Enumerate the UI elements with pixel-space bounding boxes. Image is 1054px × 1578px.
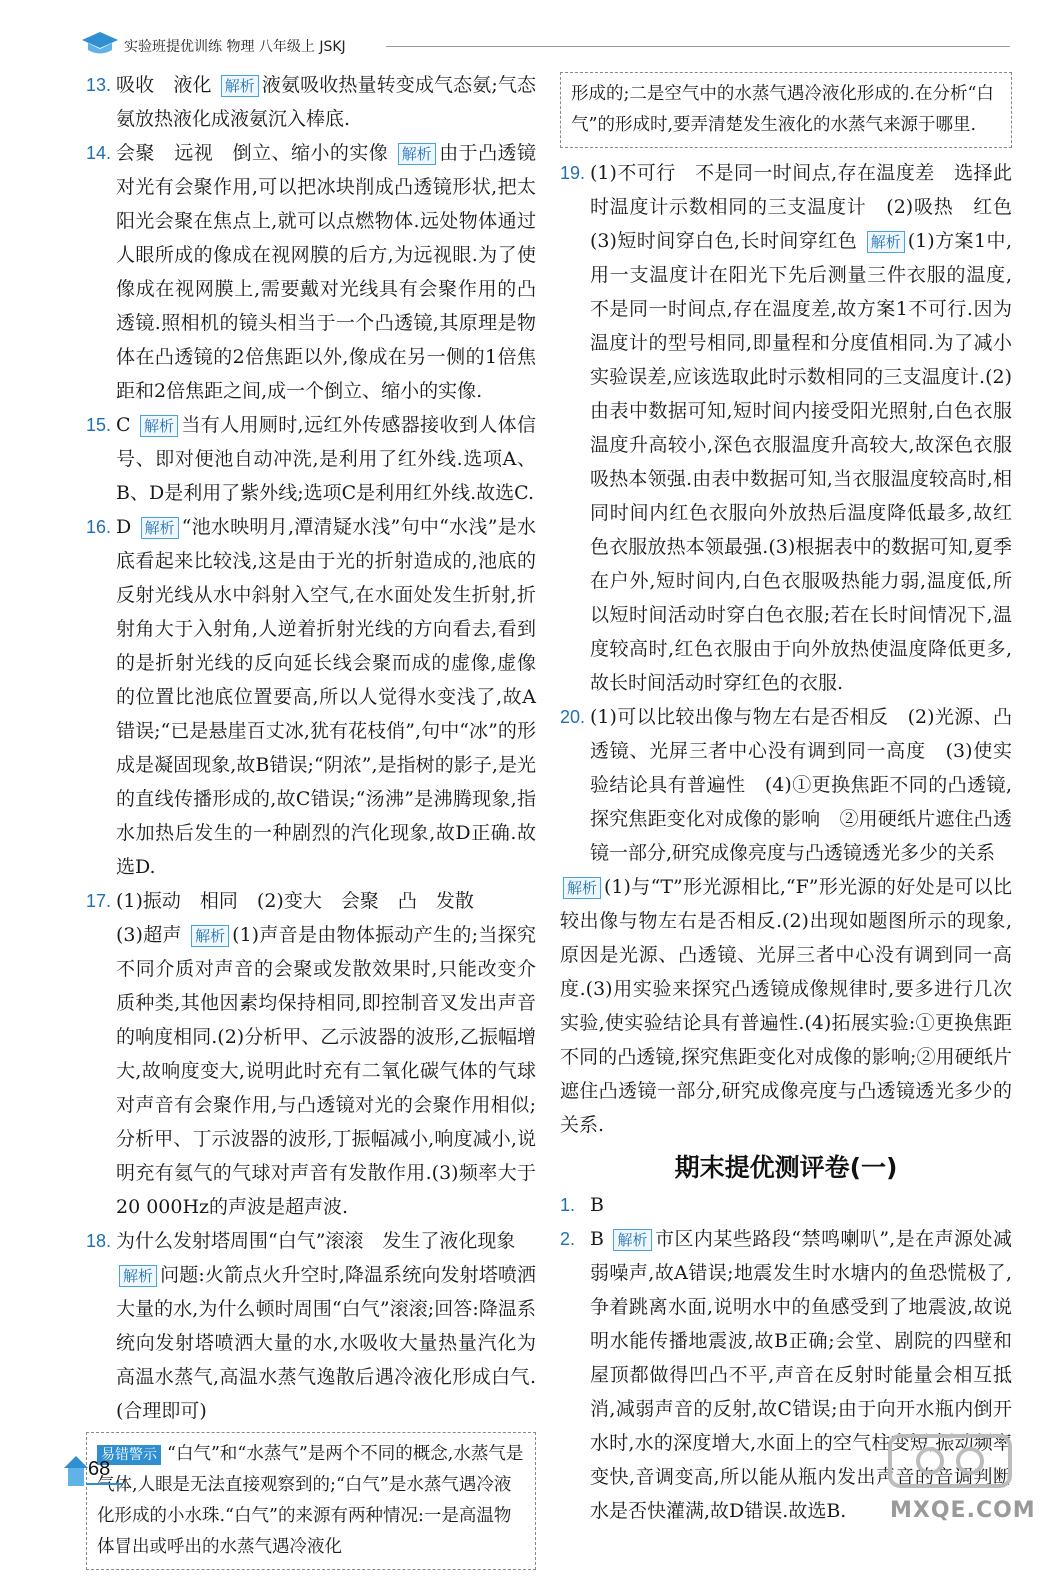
answer-15 <box>86 408 536 510</box>
answer-14 <box>86 136 536 408</box>
watermark-logo-icon <box>870 1420 1030 1500</box>
section-title: 期末提优测评卷(一) <box>674 1153 898 1182</box>
book-logo-icon <box>80 30 120 58</box>
analysis-tag: 解析 <box>563 877 601 899</box>
question-number: 14. <box>86 143 112 163</box>
question-number: 15. <box>86 415 112 435</box>
analysis-tag: 解析 <box>141 517 179 539</box>
question-number: 16. <box>86 517 112 537</box>
answer-text: (1)可以比较出像与物左右是否相反 (2)光源、凸透镜、光屏三者中心没有调到同一高度 (3)使实验结论具有普遍性 (4)①更换焦距不同的凸透镜,探究焦距变化对成像的影响 ②用硬纸片遮住凸透镜一部分,研究成像亮度与凸透镜透光多少的关系 <box>590 706 1012 864</box>
error-warning-box-continued <box>560 72 1012 148</box>
question-number: 13. <box>86 75 112 95</box>
header-title: 实验班提优训练 物理 八年级上 JSKJ <box>124 39 346 55</box>
analysis-text: 由于凸透镜对光有会聚作用,可以把冰块削成凸透镜形状,把太阳光会聚在焦点上,就可以点燃物体.远处物体通过人眼所成的像成在视网膜的后方,为远视眼.为了使像成在视网膜上,需要戴对光线具有会聚作用的凸透镜.照相机的镜头相当于一个凸透镜,其原理是物体在凸透镜的2倍焦距以外,像成在另一侧的1倍焦距和2倍焦距之间,成一个倒立、缩小的实像. <box>116 142 536 402</box>
right-column <box>560 68 1032 1528</box>
page-number: 68 <box>88 1458 111 1480</box>
analysis-text: 当有人用厕时,远红外传感器接收到人体信号、即对便池自动冲洗,是利用了红外线.选项A、B、D是利用了紫外线;选项C是利用红外线.故选C. <box>116 414 537 504</box>
analysis-text: (1)与“T”形光源相比,“F”形光源的好处是可以比较出像与物左右是否相反.(2)出现如题图所示的现象,原因是光源、凸透镜、光屏三者中心没有调到同一高度.(3)用实验来探究凸透镜成像规律时,要多进行几次实验,使实验结论具有普遍性.(4)拓展实验:①更换焦距不同的凸透镜,探究焦距变化对成像的影响;②用硬纸片遮住凸透镜一部分,研究成像亮度与凸透镜透光多少的关系. <box>560 876 1012 1136</box>
analysis-tag: 解析 <box>140 415 178 437</box>
question-number: 2. <box>560 1229 576 1249</box>
watermark <box>870 1420 1036 1528</box>
error-warning-text: “白气”和“水蒸气”是两个不同的概念,水蒸气是气体,人眼是无法直接观察到的;“白气”是水蒸气遇冷液化形成的小水珠.“白气”的来源有两种情况:一是高温物体冒出或呼出的水蒸气遇冷液化 <box>97 1444 524 1557</box>
answer-text: C <box>116 414 131 436</box>
answer-text: (1)振动 相同 (2)变大 会聚 凸 发散 <box>116 890 474 912</box>
analysis-tag: 解析 <box>398 143 436 165</box>
answer-text-2: (3)超声 <box>116 924 182 946</box>
header-rule <box>386 46 1010 47</box>
running-header <box>80 28 1010 62</box>
analysis-tag: 解析 <box>221 75 259 97</box>
analysis-tag: 解析 <box>119 1265 157 1287</box>
error-warning-text-continued: 形成的;二是空气中的水蒸气遇冷液化形成的.在分析“白气”的形成时,要弄清楚发生液化的水蒸气来源于哪里. <box>571 84 994 135</box>
answer-16 <box>86 510 536 884</box>
page-number-badge <box>62 1454 124 1488</box>
answer-text: 为什么发射塔周围“白气”滚滚 发生了液化现象 <box>116 1230 516 1252</box>
analysis-text: 液氨吸收热量转变成气态氨;气态氨放热液化成液氨沉入棒底. <box>116 74 536 130</box>
error-warning-label: 易错警示 <box>97 1445 161 1465</box>
answer-18 <box>86 1224 536 1428</box>
question-number: 17. <box>86 891 112 911</box>
analysis-text: (1)声音是由物体振动产生的;当探究不同介质对声音的会聚或发散效果时,只能改变介质种类,其他因素均保持相同,即控制音叉发出声音的响度相同.(2)分析甲、乙示波器的波形,乙振幅增大,故响度变大,说明此时充有二氧化碳气体的气球对声音有会聚作用,与凸透镜对光的会聚作用相似;分析甲、丁示波器的波形,丁振幅减小,响度减小,说明充有氦气的气球对声音有发散作用.(3)频率大于20 000Hz的声波是超声波. <box>116 924 536 1218</box>
answer-20-analysis <box>560 870 1012 1142</box>
question-number: 1. <box>560 1195 576 1215</box>
analysis-text: “池水映明月,潭清疑水浅”句中“水浅”是水底看起来比较浅,这是由于光的折射造成的,池底的反射光线从水中斜射入空气,在水面处发生折射,折射角大于入射角,人逆着折射光线的方向看去,看到的是折射光线的反向延长线会聚而成的虚像,虚像的位置比池底位置要高,所以人觉得水变浅了,故A错误;“已是悬崖百丈冰,犹有花枝俏”,句中“冰”的形成是凝固现象,故B错误;“阴浓”,是指树的影子,是光的直线传播形成的,故C错误;“汤沸”是沸腾现象,指水加热后发生的一种剧烈的汽化现象,故D正确.故选D. <box>116 516 536 878</box>
watermark-text: MXQE.COM <box>890 1498 1036 1523</box>
answer-text: (1)不可行 不是同一时间点,存在温度差 选择此时温度计示数相同的三支温度计 (2)吸热 红色 (3)短时间穿白色,长时间穿红色 <box>590 162 1032 252</box>
answer-19 <box>560 156 1032 700</box>
answer-20 <box>560 700 1012 870</box>
analysis-tag: 解析 <box>191 925 229 947</box>
answer-text: B <box>590 1228 604 1250</box>
left-column <box>86 68 536 1578</box>
answer-text: 吸收 液化 <box>116 74 212 96</box>
analysis-tag: 解析 <box>613 1229 651 1251</box>
analysis-text: 市区内某些路段“禁鸣喇叭”,是在声源处减弱噪声,故A错误;地震发生时水塘内的鱼恐慌极了,争着跳离水面,说明水中的鱼感受到了地震波,故说明水能传播地震波,故B正确;会堂、剧院的四壁和屋顶都做得凹凸不平,声音在反射时能量会相互抵消,减弱声音的反射,故C错误;由于向开水瓶内倒开水时,水的深度增大,水面上的空气柱变短,振动频率变快,音调变高,所以能从瓶内发出声音的音调判断水是否快灌满,故D错误.故选B. <box>590 1228 1012 1522</box>
section-answer-1 <box>560 1188 1012 1222</box>
question-number: 20. <box>560 707 586 727</box>
answer-13 <box>86 68 536 136</box>
analysis-tag: 解析 <box>867 231 905 253</box>
answer-text: B <box>590 1194 604 1216</box>
analysis-text: 问题:火箭点火升空时,降温系统向发射塔喷洒大量的水,为什么顿时周围“白气”滚滚;回答:降温系统向发射塔喷洒大量的水,水吸收大量热量汽化为高温水蒸气,高温水蒸气逸散后遇冷液化形成白气.(合理即可) <box>116 1264 536 1422</box>
analysis-text: (1)方案1中,用一支温度计在阳光下先后测量三件衣服的温度,不是同一时间点,存在温度差,故方案1不可行.因为温度计的型号相同,即量程和分度值相同.为了减小实验误差,应该选取此时示数相同的三支温度计.(2)由表中数据可知,短时间内接受阳光照射,白色衣服温度升高较小,深色衣服温度升高较大,故深色衣服吸热本领强.由表中数据可知,当衣服温度较高时,相同时间内红色衣服向外放热后温度降低最多,故红色衣服放热本领最强.(3)根据表中的数据可知,夏季在户外,短时间内,白色衣服吸热能力弱,温度低,所以短时间活动时穿白色衣服;若在长时间情况下,温度较高时,红色衣服由于向外放热使温度降低更多,故长时间活动时穿红色的衣服. <box>590 230 1012 694</box>
question-number: 18. <box>86 1231 112 1251</box>
question-number: 19. <box>560 163 586 183</box>
answer-17 <box>86 884 536 1224</box>
answer-text: 会聚 远视 倒立、缩小的实像 <box>116 142 389 164</box>
error-warning-box <box>86 1432 536 1570</box>
answer-text: D <box>116 516 132 538</box>
